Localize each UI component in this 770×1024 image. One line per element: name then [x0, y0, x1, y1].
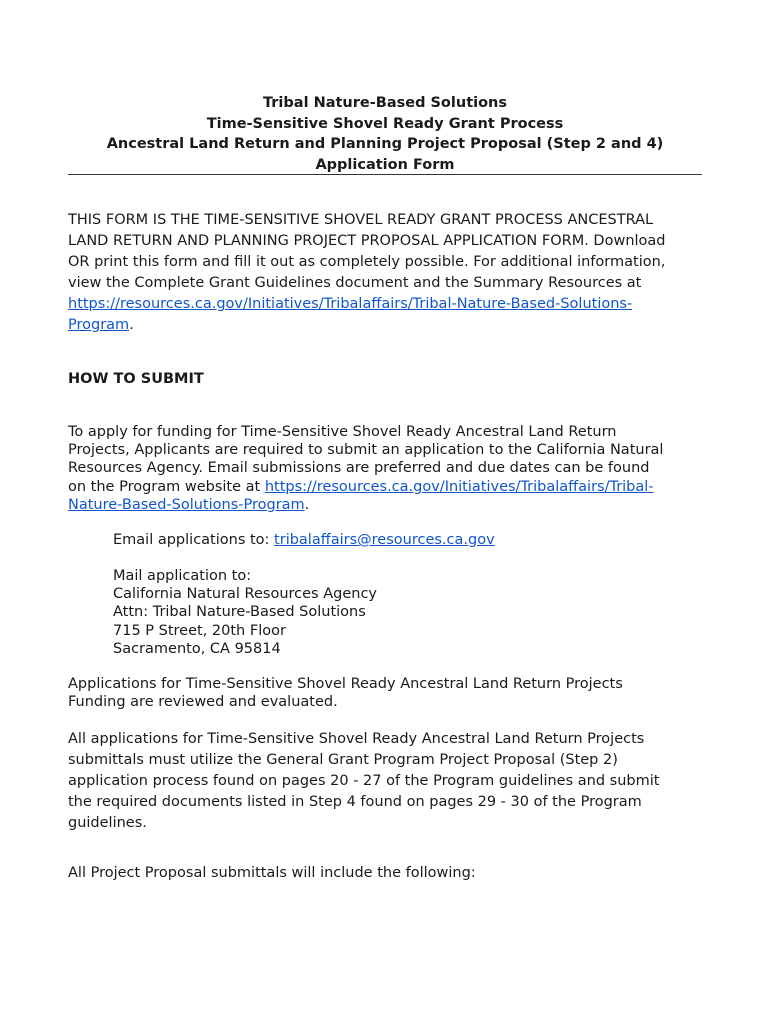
mail-line-3: 715 P Street, 20th Floor — [113, 622, 286, 639]
header-line-4: Application Form — [315, 156, 455, 173]
submit-period: . — [304, 496, 310, 513]
closing-paragraph: All Project Proposal submittals will include the following: — [68, 865, 476, 881]
requirements-line-5: guidelines. — [68, 815, 147, 831]
requirements-line-3: application process found on pages 20 - 27 of the Program guidelines and submit — [68, 773, 660, 789]
resources-link-part-1[interactable]: https://resources.ca.gov/Initiatives/Tribalaffairs/Tribal-Nature-Based-Solutions- — [68, 296, 633, 312]
header-line-3: Ancestral Land Return and Planning Project Proposal (Step 2 and 4) — [106, 136, 664, 152]
intro-line-3: OR print this form and fill it out as completely possible. For additional information, — [68, 254, 666, 270]
submit-line-4: on the Program website at — [68, 478, 265, 495]
review-paragraph — [68, 675, 702, 711]
program-website-link-part-1[interactable]: https://resources.ca.gov/Initiatives/Tribalaffairs/Tribal- — [264, 478, 654, 495]
email-label: Email applications to: — [113, 532, 275, 548]
intro-line-2: LAND RETURN AND PLANNING PROJECT PROPOSAL APPLICATION FORM. Download — [68, 233, 666, 249]
mail-label: Mail application to: — [113, 568, 252, 584]
intro-line-1: THIS FORM IS THE TIME-SENSITIVE SHOVEL READY GRANT PROCESS ANCESTRAL — [68, 212, 654, 228]
requirements-line-1: All applications for Time-Sensitive Shovel Ready Ancestral Land Return Projects — [68, 731, 645, 747]
submit-line-1: To apply for funding for Time-Sensitive Shovel Ready Ancestral Land Return — [68, 424, 617, 440]
mail-address-block — [113, 567, 702, 658]
resources-link-part-2[interactable]: Program — [68, 317, 130, 333]
review-line-2: Funding are reviewed and evaluated. — [68, 694, 338, 711]
mail-line-2: Attn: Tribal Nature-Based Solutions — [113, 604, 366, 621]
mail-line-1: California Natural Resources Agency — [113, 586, 378, 603]
requirements-line-4: the required documents listed in Step 4 found on pages 29 - 30 of the Program — [68, 794, 642, 810]
program-website-link-part-2[interactable]: Nature-Based-Solutions-Program — [68, 496, 305, 513]
mail-line-4: Sacramento, CA 95814 — [113, 640, 281, 657]
how-to-submit-heading: HOW TO SUBMIT — [68, 371, 204, 387]
document-header — [68, 93, 702, 175]
intro-period: . — [129, 317, 134, 333]
email-block — [113, 531, 702, 549]
header-divider — [68, 174, 702, 175]
submit-line-2: Projects, Applicants are required to submit an application to the California Natural — [68, 442, 664, 459]
header-line-2: Time-Sensitive Shovel Ready Grant Process — [206, 115, 564, 132]
requirements-paragraph — [68, 729, 702, 834]
how-to-submit-paragraph — [68, 423, 702, 514]
review-line-1: Applications for Time-Sensitive Shovel Ready Ancestral Land Return Projects — [68, 676, 623, 692]
intro-line-4: view the Complete Grant Guidelines document and the Summary Resources at — [68, 275, 642, 291]
email-link[interactable]: tribalaffairs@resources.ca.gov — [274, 532, 495, 548]
requirements-line-2: submittals must utilize the General Grant Program Project Proposal (Step 2) — [68, 752, 618, 768]
intro-paragraph — [68, 210, 702, 336]
header-line-1: Tribal Nature-Based Solutions — [262, 95, 508, 111]
submit-line-3: Resources Agency. Email submissions are preferred and due dates can be found — [68, 460, 650, 477]
